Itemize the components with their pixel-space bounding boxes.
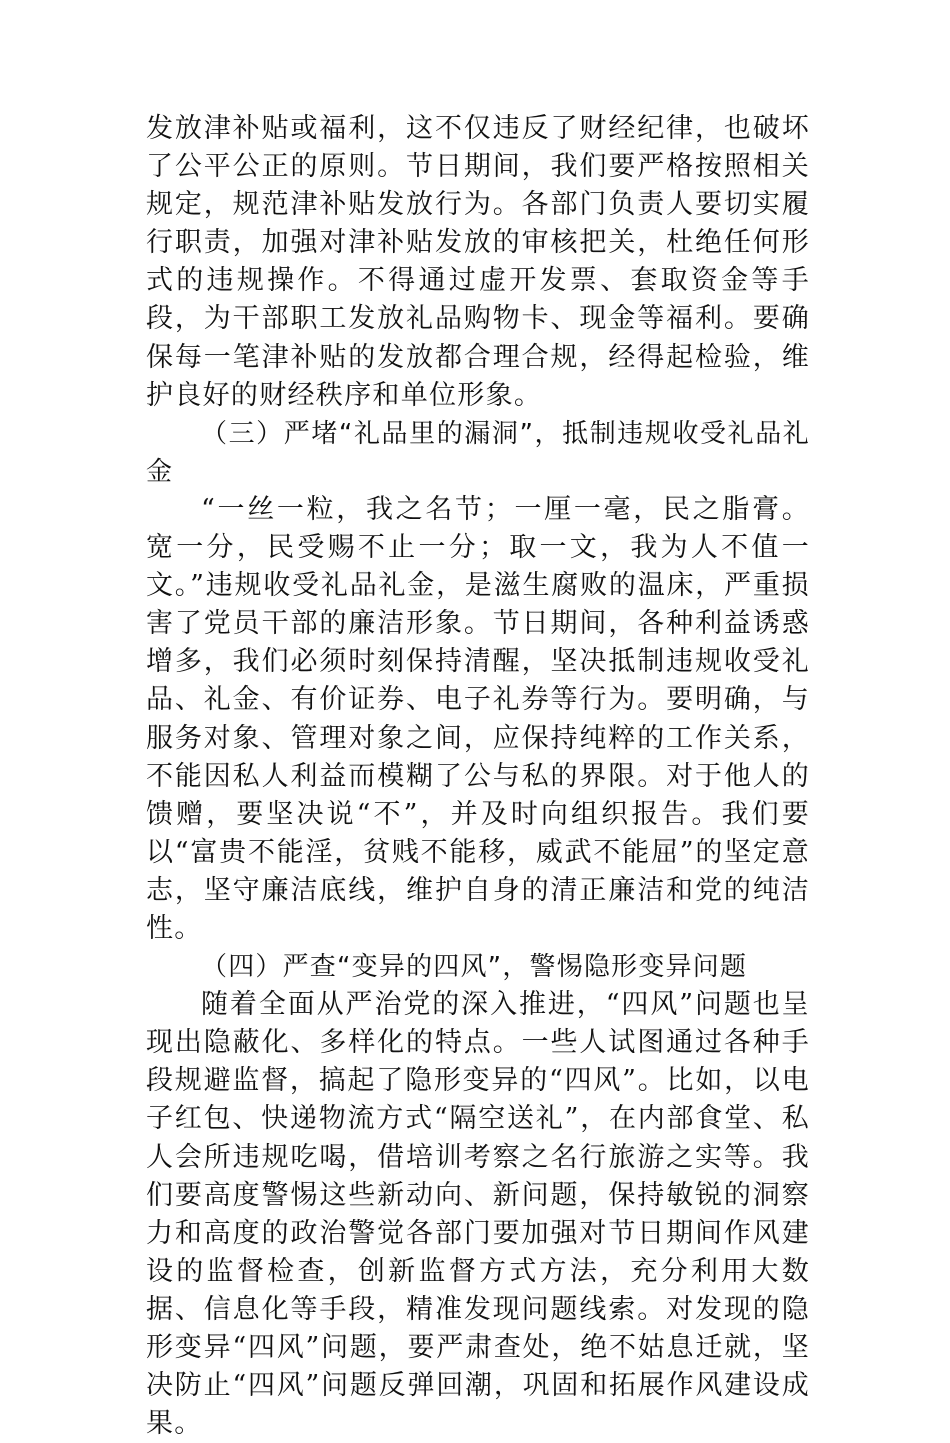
body-paragraph: “一丝一粒，我之名节；一厘一毫，民之脂膏。宽一分，民受赐不止一分；取一文，我为人不值一文。”违规收受礼品礼金，是滋生腐败的温床，严重损害了党员干部的廉洁形象。节日期间，各种利益诱惑增多，我们必须时刻保持清醒，坚决抵制违规收受礼品、礼金、有价证券、电子礼券等行为。要明确，与服务对象、管理对象之间，应保持纯粹的工作关系，不能因私人利益而模糊了公与私的界限。对于他人的馈赠，要坚决说“不”，并及时向组织报告。我们要以“富贵不能淫，贫贱不能移，威武不能屈”的坚定意志，坚守廉洁底线，维护自身的清正廉洁和党的纯洁性。 xyxy=(146,493,810,944)
document-body xyxy=(146,110,810,1443)
body-paragraph: 随着全面从严治党的深入推进，“四风”问题也呈现出隐蔽化、多样化的特点。一些人试图通过各种手段规避监督，搞起了隐形变异的“四风”。比如，以电子红包、快递物流方式“隔空送礼”，在内部食堂、私人会所违规吃喝，借培训考察之名行旅游之实等。我们要高度警惕这些新动向、新问题，保持敏锐的洞察力和高度的政治警觉各部门要加强对节日期间作风建设的监督检查，创新监督方式方法，充分利用大数据、信息化等手段，精准发现问题线索。对发现的隐形变异“四风”问题，要严肃查处，绝不姑息迁就，坚决防止“四风”问题反弹回潮，巩固和拓展作风建设成果。 xyxy=(146,989,810,1440)
body-paragraph: 发放津补贴或福利，这不仅违反了财经纪律，也破坏了公平公正的原则。节日期间，我们要严格按照相关规定，规范津补贴发放行为。各部门负责人要切实履行职责，加强对津补贴发放的审核把关，杜绝任何形式的违规操作。不得通过虚开发票、套取资金等手段，为干部职工发放礼品购物卡、现金等福利。要确保每一笔津补贴的发放都合理合规，经得起检验，维护良好的财经秩序和单位形象。 xyxy=(146,113,810,411)
section-heading: （四）严查“变异的四风”，警惕隐形变异问题 xyxy=(201,952,748,983)
section-heading: （三）严堵“礼品里的漏洞”，抵制违规收受礼品礼金 xyxy=(146,418,810,487)
